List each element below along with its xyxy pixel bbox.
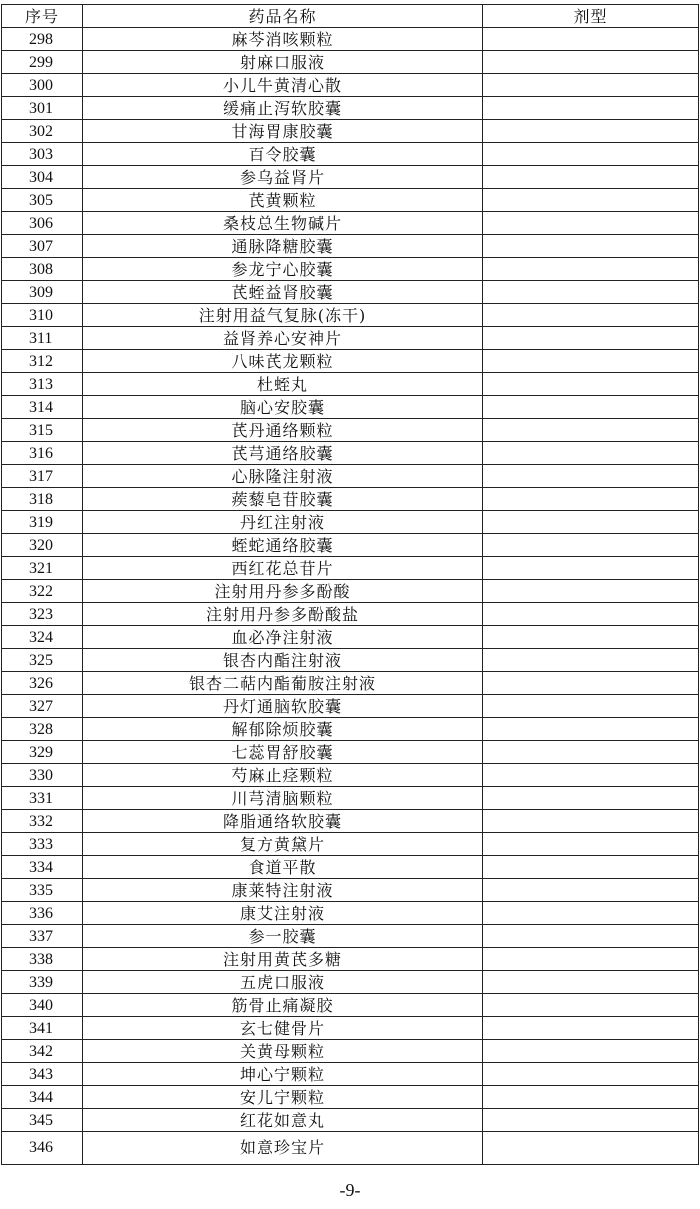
serial-number-cell: 304 [2, 166, 83, 189]
dosage-form-cell [483, 649, 699, 672]
table-row [2, 672, 699, 695]
drug-name-cell: 降脂通络软胶囊 [83, 810, 483, 833]
dosage-form-cell [483, 465, 699, 488]
table-row [2, 971, 699, 994]
drug-name-cell: 射麻口服液 [83, 51, 483, 74]
drug-name-cell: 食道平散 [83, 856, 483, 879]
dosage-form-cell [483, 810, 699, 833]
drug-name-cell: 蒺藜皂苷胶囊 [83, 488, 483, 511]
dosage-form-cell [483, 1040, 699, 1063]
drug-name-cell: 丹红注射液 [83, 511, 483, 534]
drug-name-cell: 川芎清脑颗粒 [83, 787, 483, 810]
serial-number-cell: 321 [2, 557, 83, 580]
dosage-form-cell [483, 764, 699, 787]
drug-name-cell: 西红花总苷片 [83, 557, 483, 580]
table-row [2, 1132, 699, 1165]
page-number: -9- [339, 1180, 361, 1200]
serial-number-cell: 332 [2, 810, 83, 833]
dosage-form-cell [483, 994, 699, 1017]
table-row [2, 925, 699, 948]
drug-name-cell: 注射用黄芪多糖 [83, 948, 483, 971]
drug-name-cell: 参一胶囊 [83, 925, 483, 948]
drug-name-cell: 坤心宁颗粒 [83, 1063, 483, 1086]
dosage-form-cell [483, 488, 699, 511]
drug-name-cell: 杜蛭丸 [83, 373, 483, 396]
drug-name-cell: 安儿宁颗粒 [83, 1086, 483, 1109]
drug-name-cell: 八味芪龙颗粒 [83, 350, 483, 373]
serial-number-cell: 301 [2, 97, 83, 120]
table-row [2, 580, 699, 603]
serial-number-cell: 306 [2, 212, 83, 235]
dosage-form-cell [483, 281, 699, 304]
table-row [2, 143, 699, 166]
header-drug-name: 药品名称 [83, 5, 483, 28]
drug-name-cell: 注射用益气复脉(冻干) [83, 304, 483, 327]
serial-number-cell: 307 [2, 235, 83, 258]
serial-number-cell: 339 [2, 971, 83, 994]
serial-number-cell: 337 [2, 925, 83, 948]
header-serial-number: 序号 [2, 5, 83, 28]
serial-number-cell: 303 [2, 143, 83, 166]
dosage-form-cell [483, 51, 699, 74]
dosage-form-cell [483, 672, 699, 695]
table-row [2, 304, 699, 327]
serial-number-cell: 341 [2, 1017, 83, 1040]
serial-number-cell: 318 [2, 488, 83, 511]
table-row [2, 511, 699, 534]
dosage-form-cell [483, 258, 699, 281]
table-row [2, 350, 699, 373]
dosage-form-cell [483, 534, 699, 557]
drug-name-cell: 益肾养心安神片 [83, 327, 483, 350]
dosage-form-cell [483, 741, 699, 764]
serial-number-cell: 322 [2, 580, 83, 603]
serial-number-cell: 300 [2, 74, 83, 97]
serial-number-cell: 338 [2, 948, 83, 971]
dosage-form-cell [483, 327, 699, 350]
drug-name-cell: 注射用丹参多酚酸盐 [83, 603, 483, 626]
dosage-form-cell [483, 143, 699, 166]
dosage-form-cell [483, 511, 699, 534]
table-row [2, 787, 699, 810]
drug-name-cell: 芍麻止痉颗粒 [83, 764, 483, 787]
table-row [2, 235, 699, 258]
dosage-form-cell [483, 396, 699, 419]
dosage-form-cell [483, 626, 699, 649]
serial-number-cell: 336 [2, 902, 83, 925]
dosage-form-cell [483, 74, 699, 97]
drug-name-cell: 红花如意丸 [83, 1109, 483, 1132]
drug-name-cell: 参乌益肾片 [83, 166, 483, 189]
serial-number-cell: 331 [2, 787, 83, 810]
table-row [2, 488, 699, 511]
table-row [2, 1017, 699, 1040]
drug-name-cell: 甘海胃康胶囊 [83, 120, 483, 143]
dosage-form-cell [483, 1086, 699, 1109]
table-row [2, 534, 699, 557]
drug-name-cell: 筋骨止痛凝胶 [83, 994, 483, 1017]
dosage-form-cell [483, 718, 699, 741]
table-row [2, 51, 699, 74]
serial-number-cell: 343 [2, 1063, 83, 1086]
table-row [2, 419, 699, 442]
drug-name-cell: 玄七健骨片 [83, 1017, 483, 1040]
table-row [2, 28, 699, 51]
serial-number-cell: 340 [2, 994, 83, 1017]
dosage-form-cell [483, 442, 699, 465]
dosage-form-cell [483, 166, 699, 189]
drug-name-cell: 血必净注射液 [83, 626, 483, 649]
dosage-form-cell [483, 1017, 699, 1040]
dosage-form-cell [483, 419, 699, 442]
serial-number-cell: 316 [2, 442, 83, 465]
serial-number-cell: 320 [2, 534, 83, 557]
table-body [2, 28, 699, 1165]
table-row [2, 810, 699, 833]
table-row [2, 1086, 699, 1109]
dosage-form-cell [483, 212, 699, 235]
table-row [2, 327, 699, 350]
drug-name-cell: 心脉隆注射液 [83, 465, 483, 488]
drug-name-cell: 注射用丹参多酚酸 [83, 580, 483, 603]
drug-name-cell: 芪丹通络颗粒 [83, 419, 483, 442]
table-row [2, 879, 699, 902]
serial-number-cell: 311 [2, 327, 83, 350]
drug-name-cell: 银杏内酯注射液 [83, 649, 483, 672]
serial-number-cell: 309 [2, 281, 83, 304]
dosage-form-cell [483, 580, 699, 603]
table-row [2, 281, 699, 304]
dosage-form-cell [483, 350, 699, 373]
table-row [2, 97, 699, 120]
serial-number-cell: 308 [2, 258, 83, 281]
dosage-form-cell [483, 833, 699, 856]
dosage-form-cell [483, 603, 699, 626]
table-row [2, 626, 699, 649]
serial-number-cell: 317 [2, 465, 83, 488]
serial-number-cell: 334 [2, 856, 83, 879]
table-row [2, 212, 699, 235]
dosage-form-cell [483, 235, 699, 258]
header-dosage-form: 剂型 [483, 5, 699, 28]
dosage-form-cell [483, 1132, 699, 1165]
table-row [2, 557, 699, 580]
table-row [2, 649, 699, 672]
dosage-form-cell [483, 879, 699, 902]
serial-number-cell: 310 [2, 304, 83, 327]
drug-name-cell: 百令胶囊 [83, 143, 483, 166]
table-row [2, 258, 699, 281]
table-row [2, 465, 699, 488]
serial-number-cell: 326 [2, 672, 83, 695]
dosage-form-cell [483, 28, 699, 51]
drug-name-cell: 脑心安胶囊 [83, 396, 483, 419]
table-row [2, 833, 699, 856]
drug-name-cell: 麻芩消咳颗粒 [83, 28, 483, 51]
table-row [2, 74, 699, 97]
drug-name-cell: 芪蛭益肾胶囊 [83, 281, 483, 304]
serial-number-cell: 330 [2, 764, 83, 787]
serial-number-cell: 342 [2, 1040, 83, 1063]
serial-number-cell: 333 [2, 833, 83, 856]
drug-name-cell: 解郁除烦胶囊 [83, 718, 483, 741]
table-row [2, 764, 699, 787]
dosage-form-cell [483, 1063, 699, 1086]
serial-number-cell: 329 [2, 741, 83, 764]
drug-name-cell: 蛭蛇通络胶囊 [83, 534, 483, 557]
dosage-form-cell [483, 695, 699, 718]
drug-name-cell: 丹灯通脑软胶囊 [83, 695, 483, 718]
serial-number-cell: 312 [2, 350, 83, 373]
dosage-form-cell [483, 948, 699, 971]
dosage-form-cell [483, 971, 699, 994]
dosage-form-cell [483, 557, 699, 580]
serial-number-cell: 314 [2, 396, 83, 419]
table-row [2, 120, 699, 143]
dosage-form-cell [483, 787, 699, 810]
table-row [2, 166, 699, 189]
table-row [2, 373, 699, 396]
drug-name-cell: 桑枝总生物碱片 [83, 212, 483, 235]
table-header-row [2, 5, 699, 28]
table-row [2, 718, 699, 741]
table-row [2, 189, 699, 212]
serial-number-cell: 323 [2, 603, 83, 626]
drug-table [1, 4, 699, 1165]
serial-number-cell: 315 [2, 419, 83, 442]
serial-number-cell: 302 [2, 120, 83, 143]
dosage-form-cell [483, 373, 699, 396]
drug-name-cell: 康莱特注射液 [83, 879, 483, 902]
table-row [2, 695, 699, 718]
dosage-form-cell [483, 902, 699, 925]
dosage-form-cell [483, 189, 699, 212]
drug-name-cell: 康艾注射液 [83, 902, 483, 925]
drug-name-cell: 五虎口服液 [83, 971, 483, 994]
dosage-form-cell [483, 1109, 699, 1132]
serial-number-cell: 299 [2, 51, 83, 74]
serial-number-cell: 298 [2, 28, 83, 51]
table-row [2, 1040, 699, 1063]
dosage-form-cell [483, 120, 699, 143]
table-row [2, 948, 699, 971]
dosage-form-cell [483, 97, 699, 120]
table-row [2, 603, 699, 626]
drug-name-cell: 银杏二萜内酯葡胺注射液 [83, 672, 483, 695]
table-row [2, 396, 699, 419]
serial-number-cell: 324 [2, 626, 83, 649]
serial-number-cell: 345 [2, 1109, 83, 1132]
table-row [2, 994, 699, 1017]
serial-number-cell: 313 [2, 373, 83, 396]
table-row [2, 741, 699, 764]
table-row [2, 442, 699, 465]
table-row [2, 902, 699, 925]
table-row [2, 856, 699, 879]
dosage-form-cell [483, 856, 699, 879]
drug-name-cell: 参龙宁心胶囊 [83, 258, 483, 281]
serial-number-cell: 325 [2, 649, 83, 672]
serial-number-cell: 305 [2, 189, 83, 212]
drug-name-cell: 复方黄黛片 [83, 833, 483, 856]
drug-name-cell: 芪芎通络胶囊 [83, 442, 483, 465]
serial-number-cell: 328 [2, 718, 83, 741]
drug-name-cell: 小儿牛黄清心散 [83, 74, 483, 97]
drug-name-cell: 芪黄颗粒 [83, 189, 483, 212]
serial-number-cell: 319 [2, 511, 83, 534]
drug-name-cell: 缓痛止泻软胶囊 [83, 97, 483, 120]
serial-number-cell: 346 [2, 1132, 83, 1165]
table-row [2, 1063, 699, 1086]
dosage-form-cell [483, 304, 699, 327]
drug-name-cell: 关黄母颗粒 [83, 1040, 483, 1063]
serial-number-cell: 335 [2, 879, 83, 902]
drug-name-cell: 七蕊胃舒胶囊 [83, 741, 483, 764]
serial-number-cell: 344 [2, 1086, 83, 1109]
table-row [2, 1109, 699, 1132]
drug-name-cell: 通脉降糖胶囊 [83, 235, 483, 258]
serial-number-cell: 327 [2, 695, 83, 718]
dosage-form-cell [483, 925, 699, 948]
drug-name-cell: 如意珍宝片 [83, 1132, 483, 1165]
